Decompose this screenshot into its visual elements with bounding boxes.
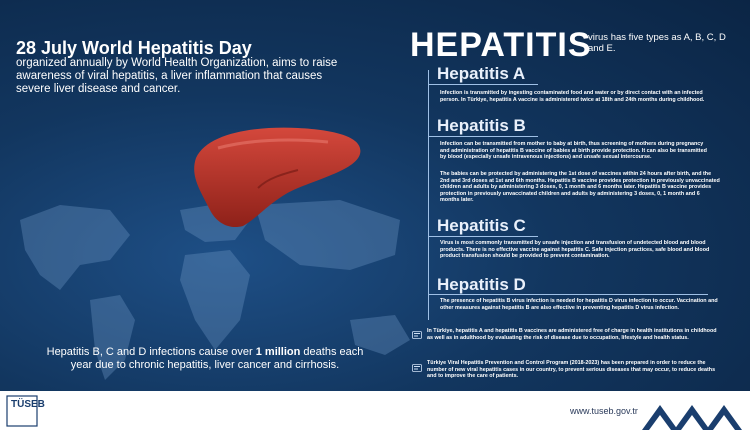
hepatitis-heading: HEPATITIS [410, 26, 592, 64]
section-title-d: Hepatitis D [437, 275, 526, 294]
section-title-a: Hepatitis A [437, 64, 526, 83]
section-b-text-1: Infection can be transmitted from mother to baby at birth, thus screening of mothers during pregnancy and administration of hepatitis B vaccine of babies at birth provide protection. It can also be transmitted by blood (especially unsafe intravenous injections) and unsafe sexual intercourse. [440, 141, 707, 161]
divider [428, 136, 538, 137]
section-d-text: The presence of hepatitis B virus infection is needed for hepatitis D virus infection to occur. Vaccination and other measures against hepatitis B are also effective in preventing hepatitis D virus infection. [440, 298, 718, 311]
divider [428, 84, 538, 85]
section-title-b: Hepatitis B [437, 116, 526, 135]
info-icon [412, 331, 422, 339]
website-link[interactable]: www.tuseb.gov.tr [570, 406, 638, 416]
divider-vertical [428, 70, 429, 320]
decorative-chevrons [638, 391, 750, 430]
page-title: 28 July World Hepatitis Day [16, 38, 252, 58]
info-icon [412, 364, 422, 372]
stat-suffix: deaths each year due to chronic hepatitis, liver cancer and cirrhosis. [70, 346, 364, 371]
note-1-text: In Türkiye, hepatitis A and hepatitis B vaccines are administered free of charge in health institutions in childhood as well as in adulthood by evaluating the risk of disease due to occupation, lifestyle and health status. [427, 328, 717, 341]
section-title-c: Hepatitis C [437, 216, 526, 235]
note-2-text: Türkiye Viral Hepatitis Prevention and Control Program (2018-2023) has been prepared in order to reduce the number of new viral hepatitis cases in our country, to prevent serious diseases that may occur, to reduce deaths and to improve the care of patients. [427, 360, 716, 380]
divider [428, 294, 708, 295]
section-a-text: Infection is transmitted by ingesting contaminated food and water or by direct contact with an infected person. In Türkiye, hepatitis A vaccine is administered twice at 18th and 24th months during childhood. [440, 90, 705, 103]
section-c-text: Virus is most commonly transmitted by unsafe injection and transfusion of undetected blood and blood products. There is no effective vaccine against hepatitis C. Safe injection practices, safe blood and blood product transfusion should be provided to prevent contamination. [440, 240, 710, 260]
deaths-stat [40, 346, 370, 372]
intro-text: organized annually by World Health Organization, aims to raise awareness of viral hepatitis, a liver inflammation that causes severe liver disease and cancer. [16, 57, 338, 95]
stat-prefix: Hepatitis B, C and D infections cause over [46, 346, 256, 358]
section-b-text-2: The babies can be protected by administering the 1st dose of vaccines within 24 hours after birth, and the 2nd and 3rd doses at 1st and 6th months. Hepatitis B vaccine provides protection in previously unvaccinated children and adults by administering 3 doses, 0, 1 month and 6 months later. Hepatitis B vaccine provides protection in previously unvaccinated children and adults by administering 3 doses, 0, 1 month and 6 months later. [440, 171, 720, 204]
stat-highlight: 1 million [255, 346, 301, 358]
liver-icon [188, 118, 368, 230]
hepatitis-subheading: virus has five types as A, B, C, D and E. [588, 32, 726, 54]
divider [428, 236, 538, 237]
logo-text: TÜSEB [11, 399, 45, 410]
